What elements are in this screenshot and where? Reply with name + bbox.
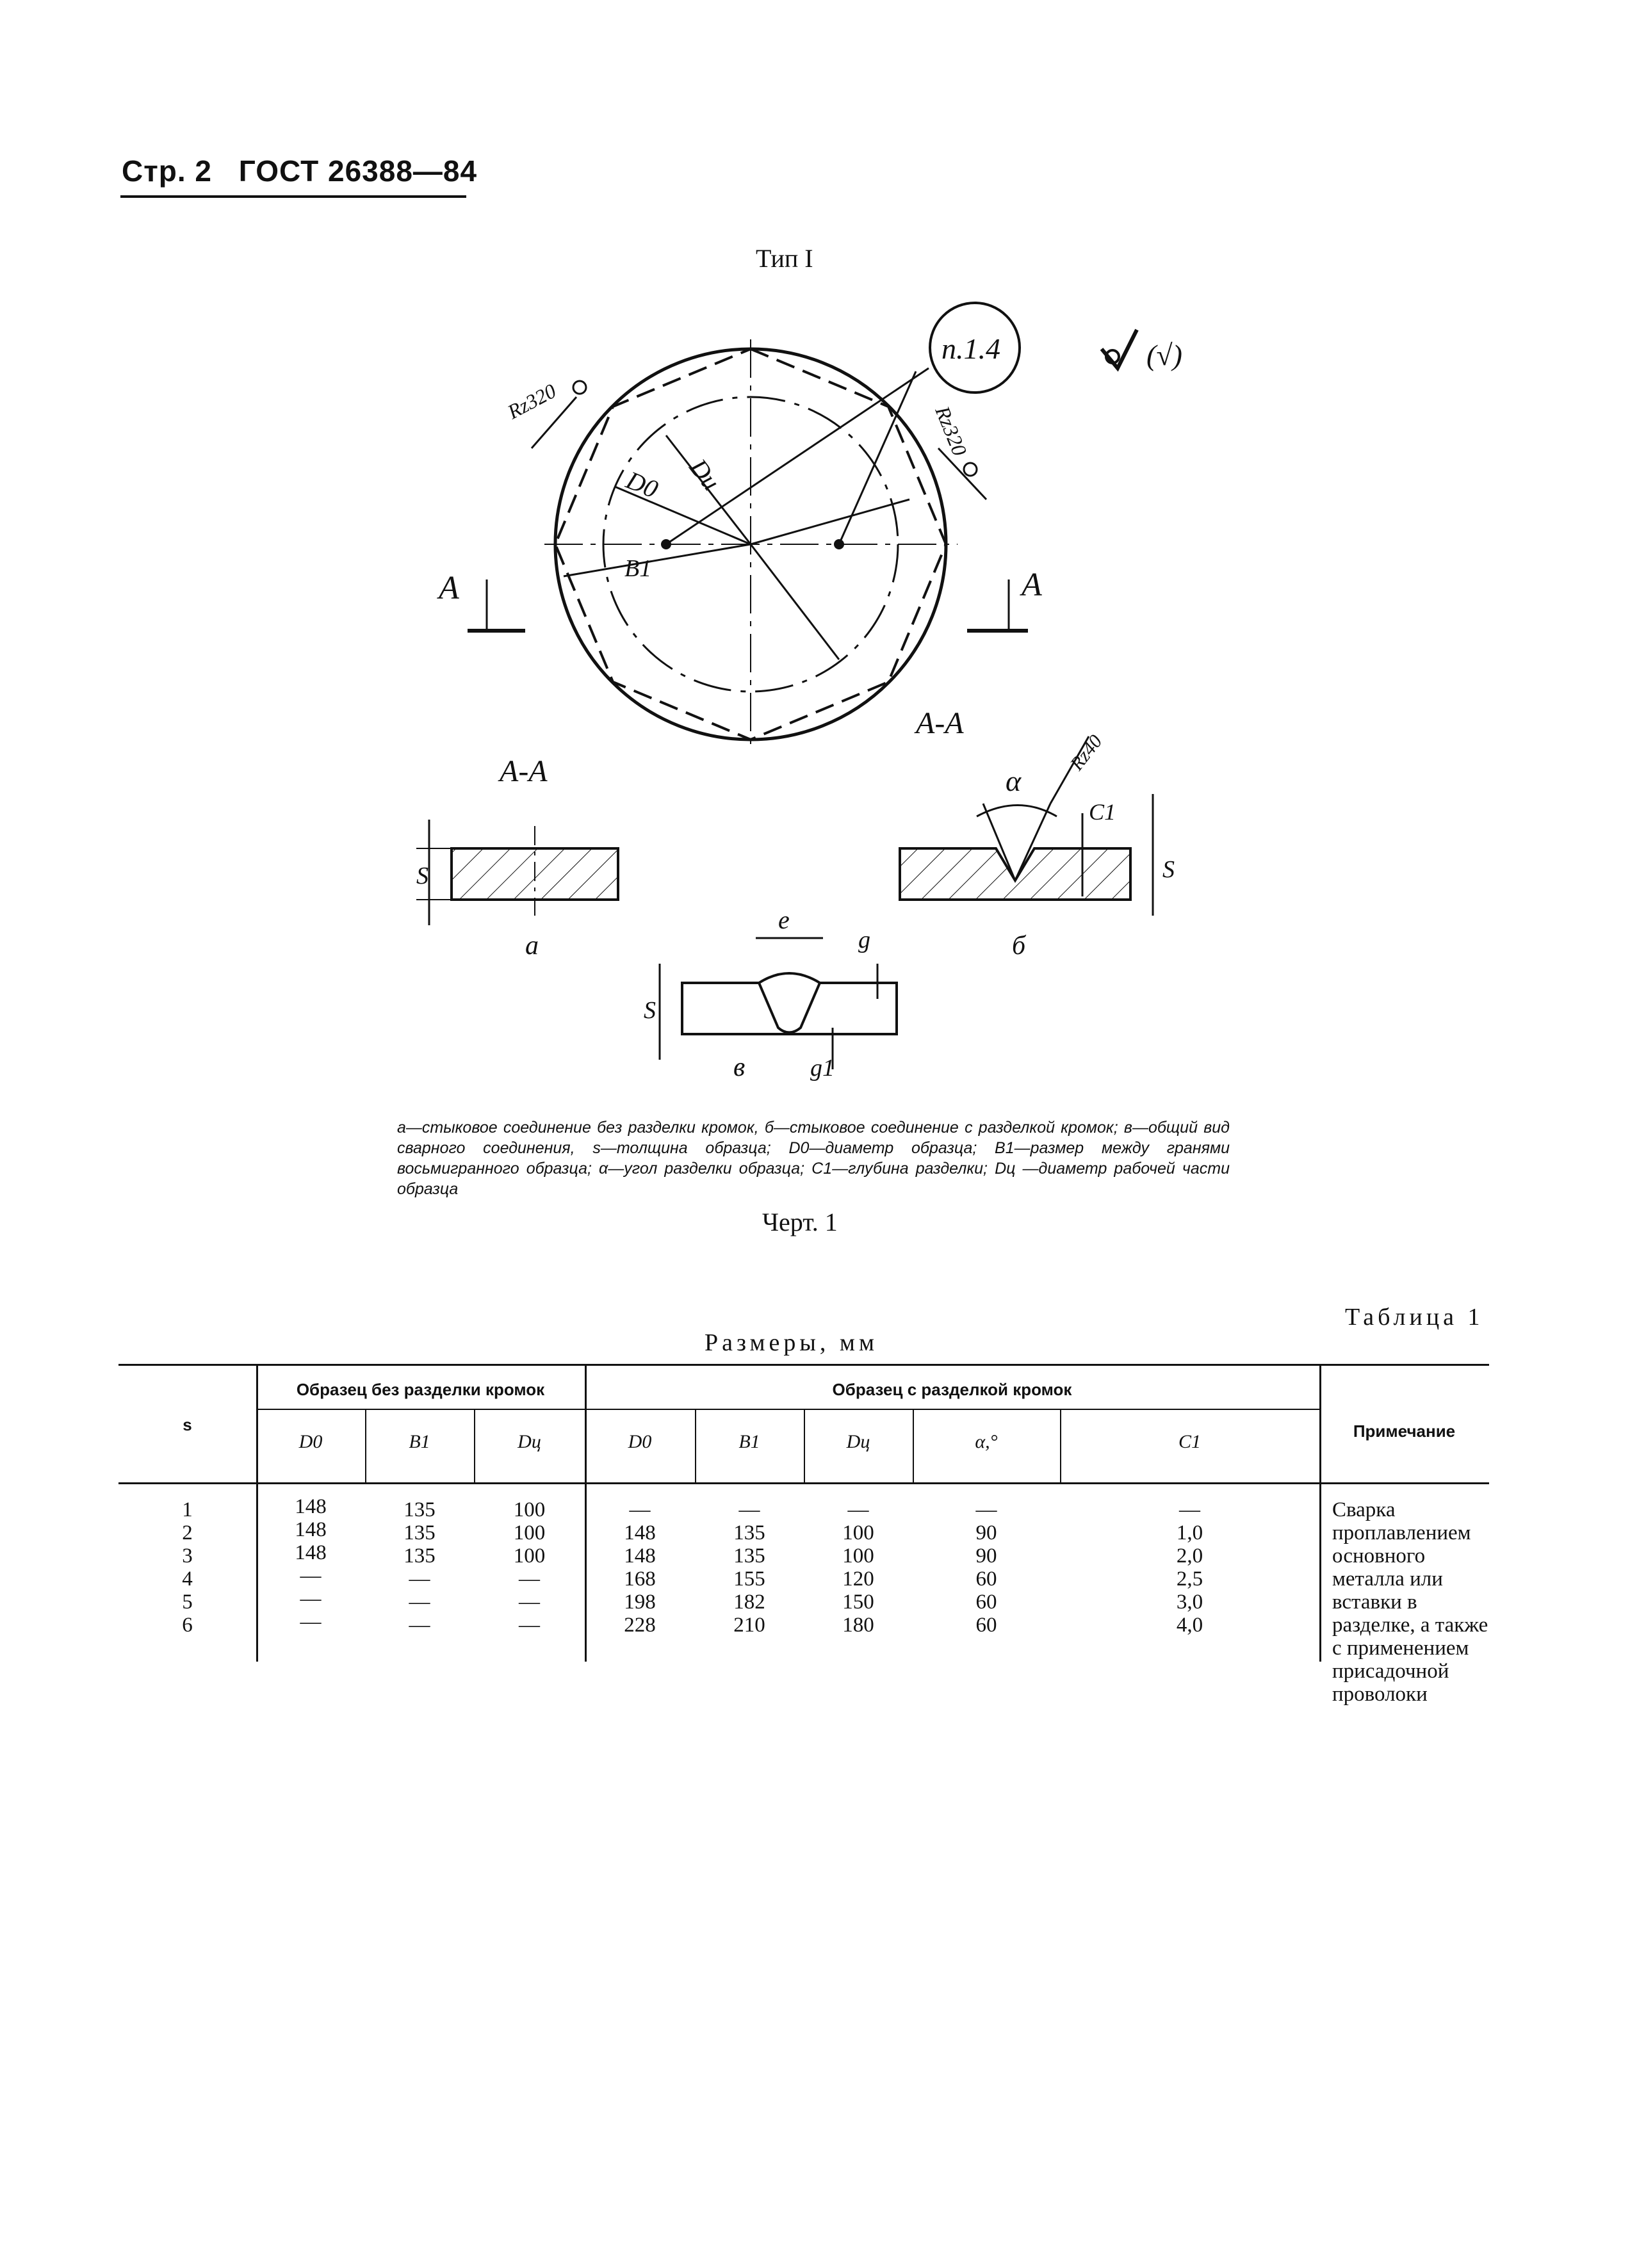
col-g1-du: 100 100 100 — — — <box>513 1498 546 1637</box>
page-number: Стр. 2 <box>122 154 212 188</box>
table-title: Размеры, мм <box>705 1329 879 1356</box>
dim-d0-opp <box>751 544 839 660</box>
group-no-groove-header: Образец без разделки кромок <box>296 1380 545 1399</box>
rough-left-circle <box>573 381 586 394</box>
table-top-rule <box>118 1364 1489 1366</box>
dim-b1 <box>564 544 751 576</box>
type-title: Тип I <box>756 244 813 273</box>
view-v-letter: в <box>733 1053 746 1082</box>
col-s-values: 1 2 3 4 5 6 <box>182 1498 193 1637</box>
leader-dot-2 <box>835 540 843 548</box>
sub-c1: C1 <box>1178 1431 1201 1452</box>
col-note-text: Сварка проплавлением основного металла или вставки в разделке, а также с применением присадочной проволоки <box>1332 1498 1488 1706</box>
table-group-rule <box>256 1409 1319 1410</box>
roughness-symbol-text: (√) <box>1146 339 1182 371</box>
group-groove-header: Образец с разделкой кромок <box>832 1380 1072 1399</box>
view-v-s: S <box>644 997 656 1024</box>
view-b-letter: б <box>1012 931 1026 960</box>
view-b-c1: C1 <box>1089 799 1116 825</box>
section-aa-left: A-A <box>500 754 548 788</box>
sub-b1-1: B1 <box>409 1431 430 1452</box>
view-b-plate <box>900 848 1130 900</box>
col-g1-d0: 148 148 148 — — — <box>295 1495 327 1633</box>
leader-3 <box>751 499 909 544</box>
view-b-rough: Rz40 <box>1066 731 1107 775</box>
figure-label: Черт. 1 <box>762 1208 838 1236</box>
rough-right-text: Rz320 <box>931 403 972 459</box>
standard-number: ГОСТ 26388—84 <box>238 154 478 188</box>
sub-d0-2: D0 <box>628 1431 652 1452</box>
col-g2-d0: — 148 148 168 198 228 <box>624 1498 656 1637</box>
leader-dot-1 <box>662 540 670 548</box>
rough-right-line <box>938 448 986 499</box>
sub-d0-1: D0 <box>298 1431 323 1452</box>
table-header-rule <box>118 1482 1489 1484</box>
rough-right-circle <box>964 463 977 476</box>
callout-text: п.1.4 <box>941 332 1000 365</box>
view-a-letter: а <box>525 931 539 960</box>
label-b1: B1 <box>624 555 652 582</box>
view-v-weld <box>759 973 820 1033</box>
view-b-s: S <box>1162 856 1175 883</box>
section-right-a: A <box>1022 567 1042 603</box>
col-note-header: Примечание <box>1353 1422 1456 1441</box>
dimensions-table <box>118 1364 1489 1706</box>
table-label: Таблица 1 <box>1345 1304 1484 1331</box>
technical-drawing <box>0 0 1630 1114</box>
roughness-symbol-icon <box>1102 330 1137 368</box>
col-g2-c1: — 1,0 2,0 2,5 3,0 4,0 <box>1176 1498 1203 1637</box>
figure-caption: а—стыковое соединение без разделки кромок, б—стыковое соединение с разделкой кромок; в—общий вид сварного соединения, s—толщина образца; D0—диаметр образца; B1—размер между гранями восьмигранного образца; α—угол разделки образца; C1—глубина разделки; Dц —диаметр рабочей части образца <box>397 1119 1230 1198</box>
col-s-header: s <box>183 1415 192 1434</box>
view-v-g: g <box>858 927 870 953</box>
col-g2-b1: — 135 135 155 182 210 <box>733 1498 765 1637</box>
section-left-a: A <box>439 570 459 606</box>
view-a-s: S <box>416 863 428 889</box>
sub-du-1: Dц <box>518 1431 541 1452</box>
sub-b1-2: B1 <box>738 1431 760 1452</box>
sub-alpha: α,° <box>975 1431 998 1452</box>
view-v-e: e <box>778 905 790 934</box>
label-d0: D0 <box>622 465 662 504</box>
col-g2-alpha: — 90 90 60 60 60 <box>975 1498 997 1637</box>
view-b-alpha: α <box>1006 765 1022 797</box>
table-vline <box>1319 1364 1321 1662</box>
view-v-g1: g1 <box>810 1055 835 1081</box>
col-g2-du: — 100 100 120 150 180 <box>842 1498 874 1637</box>
rough-left-text: Rz320 <box>503 378 560 424</box>
col-g1-b1: 135 135 135 — — — <box>403 1498 436 1637</box>
section-aa-right: A-A <box>916 706 964 740</box>
sub-du-2: Dц <box>846 1431 870 1452</box>
label-du: Du <box>683 453 726 496</box>
